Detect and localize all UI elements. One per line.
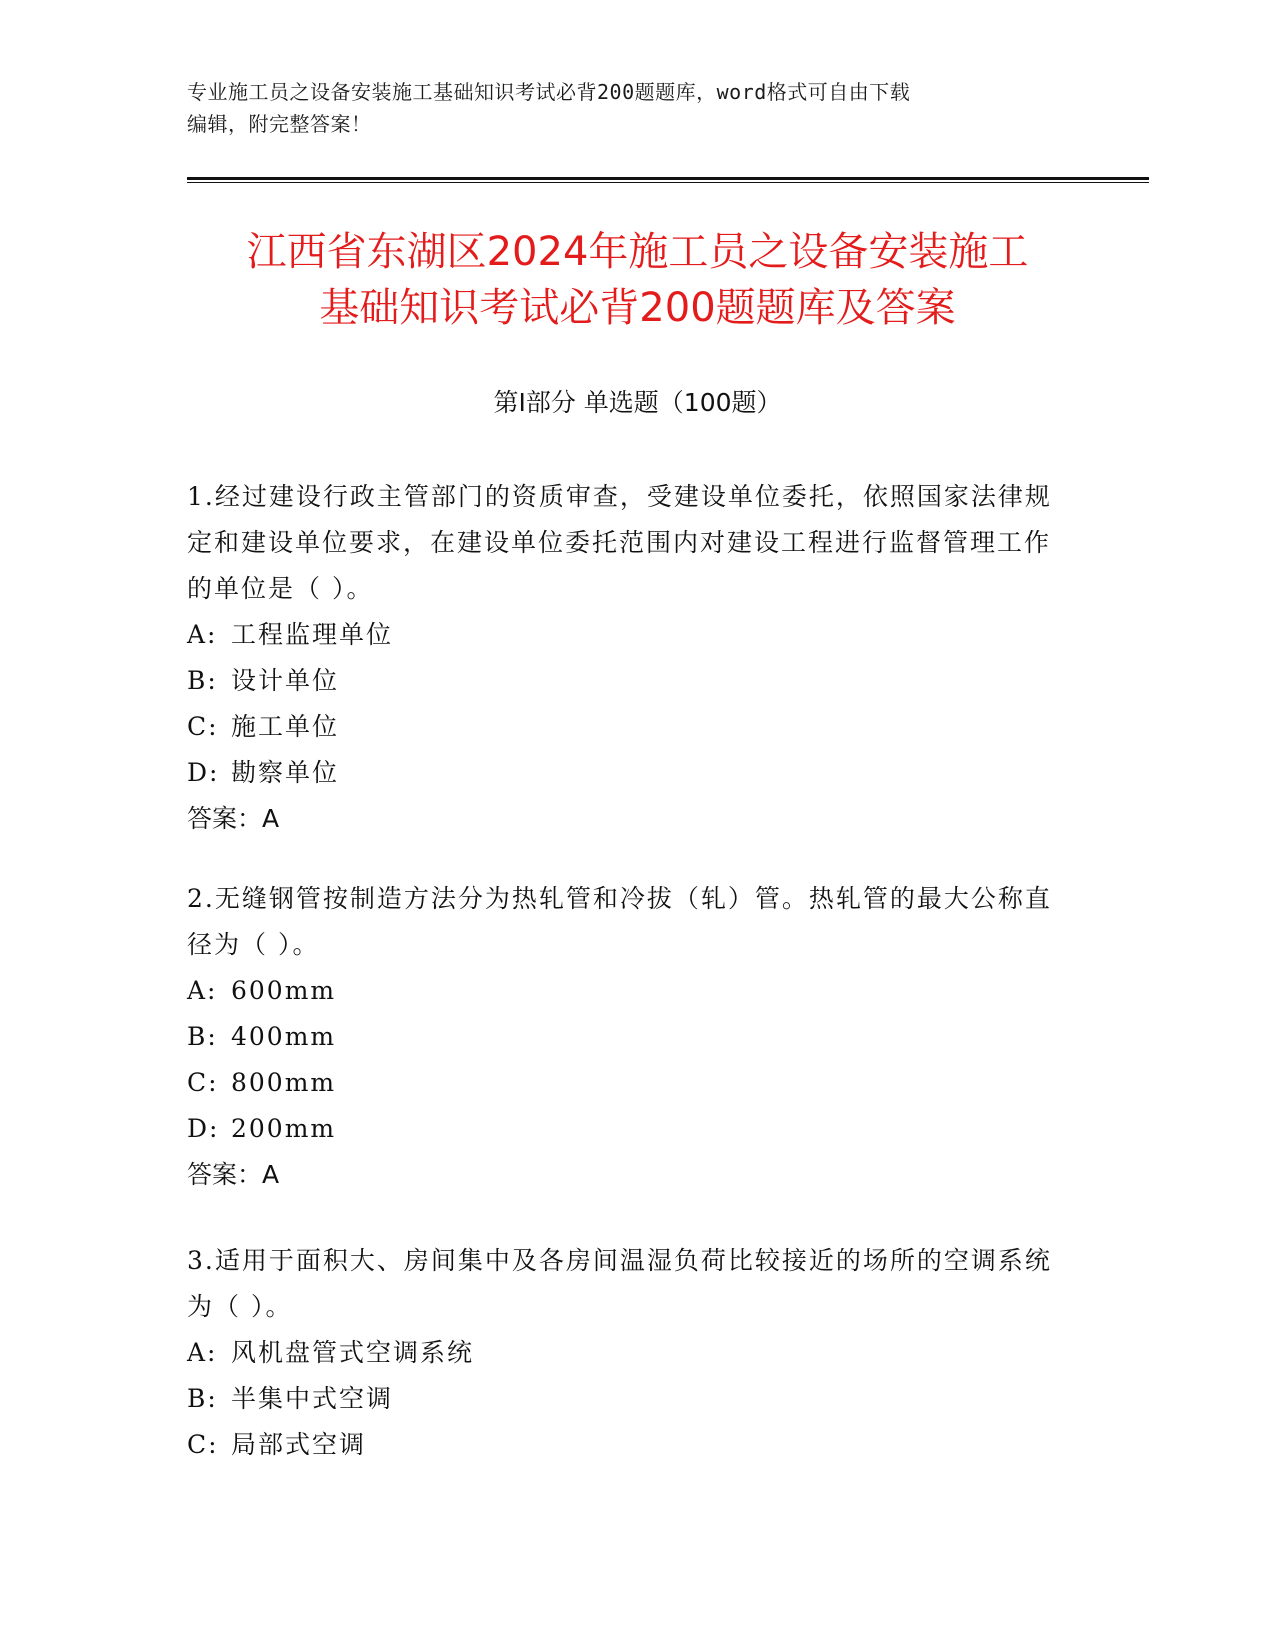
option-b: [187, 1376, 1067, 1422]
option-letter: A:: [187, 1338, 218, 1367]
option-text: 200mm: [231, 1114, 337, 1143]
question-1: [187, 474, 1067, 842]
option-text: 400mm: [231, 1022, 337, 1051]
header-rule-thin: [187, 182, 1149, 183]
option-text: 施工单位: [231, 712, 340, 741]
option-d: [187, 750, 1067, 796]
header-note: [187, 76, 1087, 140]
option-letter: C:: [187, 712, 219, 741]
option-letter: A:: [187, 620, 218, 649]
header-rule-thick: [187, 177, 1149, 180]
option-text: 局部式空调: [231, 1430, 367, 1459]
option-text: 工程监理单位: [231, 620, 394, 649]
option-text: 半集中式空调: [231, 1384, 394, 1413]
option-text: 600mm: [231, 976, 337, 1005]
option-text: 风机盘管式空调系统: [231, 1338, 475, 1367]
option-a: [187, 968, 1067, 1014]
option-a: [187, 612, 1067, 658]
answer-line: 答案：A: [187, 804, 280, 833]
header-note-line-1: 专业施工员之设备安装施工基础知识考试必背200题题库，word格式可自由下载: [187, 80, 911, 104]
question-stem: 2.无缝钢管按制造方法分为热轧管和冷拔（轧）管。热轧管的最大公称直径为（ ）。: [187, 884, 1052, 959]
answer-line: 答案：A: [187, 1160, 280, 1189]
document-title-line-2: 基础知识考试必背200题题库及答案: [319, 285, 956, 331]
option-letter: C:: [187, 1068, 219, 1097]
option-a: [187, 1330, 1067, 1376]
option-c: [187, 1422, 1067, 1468]
option-letter: A:: [187, 976, 218, 1005]
option-letter: B:: [187, 666, 218, 695]
option-letter: B:: [187, 1384, 218, 1413]
option-text: 设计单位: [231, 666, 340, 695]
option-letter: D:: [187, 758, 220, 787]
question-2: [187, 876, 1067, 1198]
option-text: 800mm: [231, 1068, 337, 1097]
option-c: [187, 1060, 1067, 1106]
option-b: [187, 1014, 1067, 1060]
question-stem: 3.适用于面积大、房间集中及各房间温湿负荷比较接近的场所的空调系统为（ ）。: [187, 1246, 1052, 1321]
option-letter: D:: [187, 1114, 220, 1143]
question-3: [187, 1238, 1067, 1468]
option-d: [187, 1106, 1067, 1152]
option-letter: B:: [187, 1022, 218, 1051]
section-heading: 第Ⅰ部分 单选题（100题）: [493, 388, 782, 417]
question-stem: 1.经过建设行政主管部门的资质审查，受建设单位委托，依照国家法律规定和建设单位要求，在建设单位委托范围内对建设工程进行监督管理工作的单位是（ ）。: [187, 482, 1052, 603]
header-note-line-2: 编辑，附完整答案！: [187, 112, 372, 136]
option-b: [187, 658, 1067, 704]
option-c: [187, 704, 1067, 750]
option-letter: C:: [187, 1430, 219, 1459]
document-title: [150, 224, 1125, 336]
option-text: 勘察单位: [231, 758, 340, 787]
document-title-line-1: 江西省东湖区2024年施工员之设备安装施工: [246, 229, 1029, 275]
